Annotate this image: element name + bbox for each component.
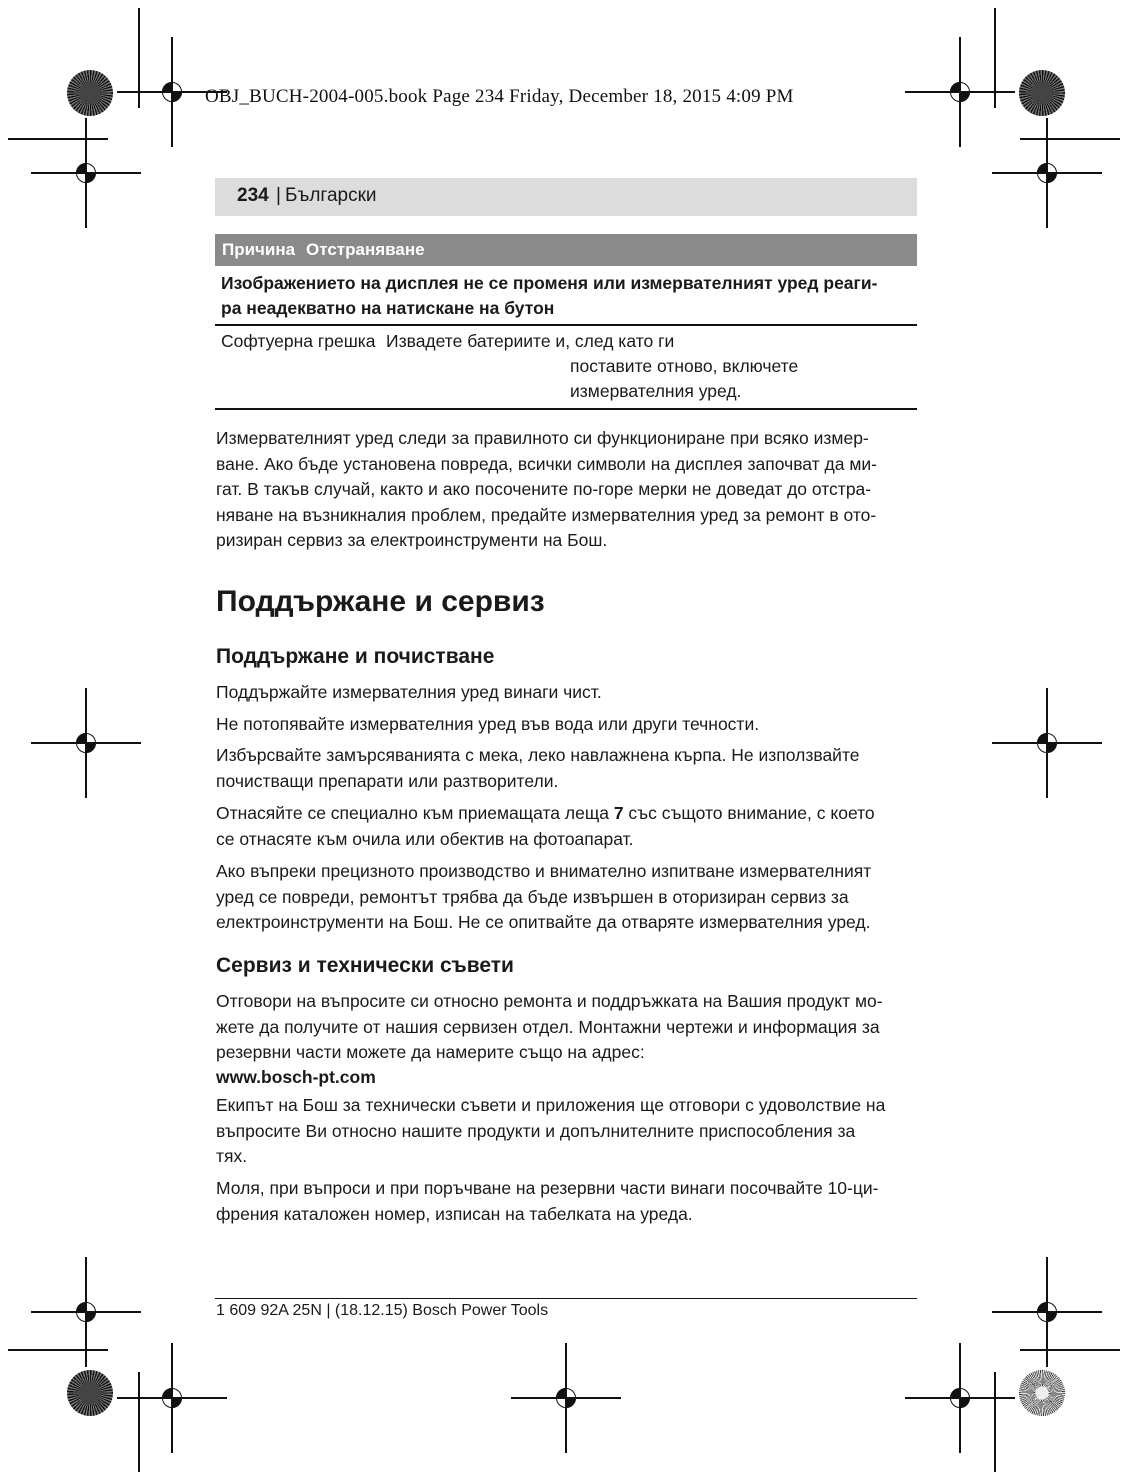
service-paragraph: Екипът на Бош за технически съвети и приложения ще отговори с удоволствие на въпросите Ви относно нашите продукти и допълнителните приспособления за тях. <box>216 1095 886 1166</box>
service-paragraph: Отговори на въпросите си относно ремонта и поддръжката на Вашия продукт мо- жете да получите от нашия сервизен отдел. Монтажни чертежи и информация за резервни части можете да намерите също на адрес: <box>216 991 883 1062</box>
crop-mark <box>8 1349 108 1351</box>
maintenance-paragraph: Не потопявайте измервателния уред във вода или други течности. <box>216 714 760 734</box>
intro-paragraph: Измервателният уред следи за правилното си функциониране при всяко измер- ване. Ако бъде установена повреда, всички символи на дисплея започват да ми- гат. В такъв случай, както и ако посочените по-горе мерки не доведат до отстра- няване на възникналия проблем, предайте измервателния уред за ремонт в ото- ризиран сервиз за електроинструменти на Бош. <box>216 428 877 550</box>
maintenance-paragraph: Избърсвайте замърсяванията с мека, леко навлажнена кърпа. Не използвайте почистващи препарати или разтворители. <box>216 745 860 791</box>
service-paragraph: Моля, при въпроси и при поръчване на резервни части винаги посочвайте 10-ци- френия каталожен номер, изписан на табелката на уреда. <box>216 1178 879 1224</box>
table-divider <box>215 324 917 326</box>
color-wheel-mark <box>1019 1370 1065 1416</box>
footer-text: 1 609 92A 25N | (18.12.15) Bosch Power Tools <box>216 1302 549 1319</box>
crop-mark <box>138 1372 140 1472</box>
table-warning-row: Изображението на дисплея не се променя или измервателният уред реаги- ра неадекватно на натискане на бутон <box>221 273 878 318</box>
service-website-link[interactable]: www.bosch-pt.com <box>216 1067 376 1087</box>
lens-text: Отнасяйте се специално към приемащата леща <box>216 803 614 823</box>
maintenance-paragraph <box>216 801 918 852</box>
page-number: 234 <box>237 185 269 206</box>
crop-mark <box>1020 138 1120 140</box>
footer-rule <box>215 1298 917 1299</box>
column-header-fix: Отстраняване <box>306 240 425 259</box>
page-header <box>215 178 917 216</box>
table-cell-cause: Софтуерна грешка <box>221 331 376 351</box>
maintenance-paragraph: Поддържайте измервателния уред винаги чист. <box>216 682 602 702</box>
header-separator: | <box>276 185 281 206</box>
crop-mark <box>994 1372 996 1472</box>
crop-mark <box>8 138 108 140</box>
table-header <box>215 234 917 266</box>
table-cell-fix-line3: измервателния уред. <box>570 381 742 401</box>
print-slug-line: OBJ_BUCH-2004-005.book Page 234 Friday, December 18, 2015 4:09 PM <box>205 86 794 107</box>
section-title: Поддържане и сервиз <box>216 585 545 618</box>
color-wheel-mark <box>67 70 113 116</box>
color-wheel-mark <box>67 1370 113 1416</box>
table-cell-fix: Извадете батериите и, след като ги <box>386 331 675 351</box>
lens-text-continued: със същото внимание, с което се отнасяте към очила или обектив на фотоапарат. <box>216 803 875 849</box>
column-header-cause: Причина <box>222 240 296 259</box>
subsection-title-service: Сервиз и технически съвети <box>216 954 514 977</box>
crop-mark <box>138 8 140 108</box>
table-bottom-rule <box>215 408 917 410</box>
crop-mark <box>994 8 996 108</box>
crop-mark <box>1020 1349 1120 1351</box>
subsection-title-maintenance: Поддържане и почистване <box>216 645 495 668</box>
lens-reference-number: 7 <box>613 803 624 823</box>
maintenance-paragraph: Ако въпреки прецизното производство и внимателно изпитване измервателният уред се повреди, ремонтът трябва да бъде извършен в оторизиран сервиз за електроинструменти на Бош. Не се опитвайте да отваряте измервателния уред. <box>216 861 872 932</box>
table-cell-fix-line2: поставите отново, включете <box>570 356 799 376</box>
color-wheel-mark <box>1019 70 1065 116</box>
header-language: Български <box>285 185 377 206</box>
